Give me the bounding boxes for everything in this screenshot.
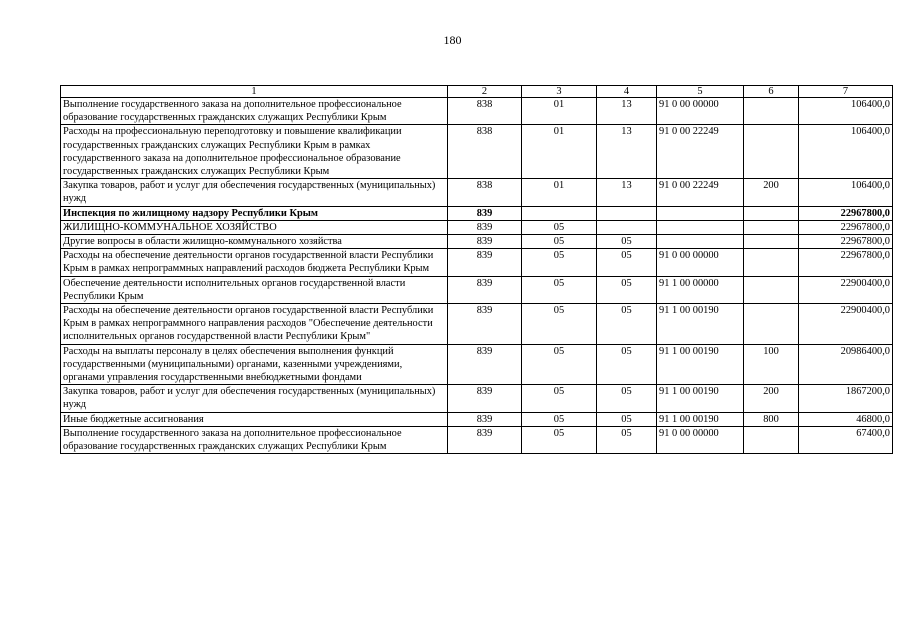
row-section: 05	[522, 249, 597, 276]
row-subsection	[597, 206, 657, 220]
row-target-article: 91 0 00 00000	[657, 98, 744, 125]
row-amount: 106400,0	[799, 98, 893, 125]
row-expense-type	[744, 249, 799, 276]
row-target-article: 91 0 00 22249	[657, 179, 744, 206]
row-name: ЖИЛИЩНО-КОММУНАЛЬНОЕ ХОЗЯЙСТВО	[61, 220, 448, 234]
column-header-4: 4	[597, 86, 657, 98]
row-section	[522, 206, 597, 220]
table-row	[61, 426, 893, 453]
row-name: Расходы на обеспечение деятельности органов государственной власти Республики Крым в рамках непрограммного направления расходов "Обеспечение деятельности исполнительных органов государственной власти Республики Крым"	[61, 304, 448, 345]
row-expense-type	[744, 426, 799, 453]
table-header-row	[61, 86, 893, 98]
row-department-code: 839	[448, 344, 522, 385]
table-row	[61, 179, 893, 206]
row-target-article	[657, 206, 744, 220]
row-subsection: 05	[597, 344, 657, 385]
row-expense-type	[744, 235, 799, 249]
page-number: 180	[443, 33, 462, 47]
row-department-code: 838	[448, 125, 522, 179]
row-department-code: 839	[448, 412, 522, 426]
row-department-code: 839	[448, 249, 522, 276]
row-section: 05	[522, 235, 597, 249]
row-name: Закупка товаров, работ и услуг для обеспечения государственных (муниципальных) нужд	[61, 385, 448, 412]
column-header-3: 3	[522, 86, 597, 98]
row-subsection: 05	[597, 426, 657, 453]
row-expense-type: 200	[744, 385, 799, 412]
table-row	[61, 385, 893, 412]
row-amount: 20986400,0	[799, 344, 893, 385]
row-target-article	[657, 220, 744, 234]
row-expense-type: 100	[744, 344, 799, 385]
row-expense-type	[744, 206, 799, 220]
row-name: Закупка товаров, работ и услуг для обеспечения государственных (муниципальных) нужд	[61, 179, 448, 206]
table-row	[61, 125, 893, 179]
row-name: Расходы на выплаты персоналу в целях обеспечения выполнения функций государственными (муниципальными) органами, казенными учреждениями, органами управления государственными внебюджетными фондами	[61, 344, 448, 385]
table-row	[61, 276, 893, 303]
row-department-code: 839	[448, 206, 522, 220]
row-department-code: 838	[448, 179, 522, 206]
table-row	[61, 98, 893, 125]
row-section: 05	[522, 220, 597, 234]
row-amount: 22967800,0	[799, 206, 893, 220]
row-subsection: 05	[597, 385, 657, 412]
row-expense-type	[744, 304, 799, 345]
row-subsection: 13	[597, 125, 657, 179]
row-subsection: 05	[597, 412, 657, 426]
row-target-article: 91 1 00 00190	[657, 385, 744, 412]
row-target-article: 91 1 00 00000	[657, 276, 744, 303]
table-row	[61, 220, 893, 234]
row-target-article: 91 1 00 00190	[657, 304, 744, 345]
budget-table	[60, 85, 893, 454]
row-section: 01	[522, 98, 597, 125]
row-amount: 67400,0	[799, 426, 893, 453]
row-name: Расходы на профессиональную переподготовку и повышение квалификации государственных гражданских служащих Республики Крым в рамках государственного заказа на дополнительное профессиональное образование государственных гражданских служащих Республики Крым	[61, 125, 448, 179]
row-department-code: 839	[448, 276, 522, 303]
table-row	[61, 412, 893, 426]
row-department-code: 839	[448, 385, 522, 412]
row-amount: 22900400,0	[799, 304, 893, 345]
row-department-code: 839	[448, 235, 522, 249]
row-section: 01	[522, 125, 597, 179]
row-expense-type	[744, 220, 799, 234]
row-target-article: 91 1 00 00190	[657, 344, 744, 385]
row-name: Расходы на обеспечение деятельности органов государственной власти Республики Крым в рамках непрограммных направлений расходов бюджета Республики Крым	[61, 249, 448, 276]
row-target-article: 91 0 00 00000	[657, 249, 744, 276]
row-name: Выполнение государственного заказа на дополнительное профессиональное образование государственных гражданских служащих Республики Крым	[61, 98, 448, 125]
row-section: 05	[522, 412, 597, 426]
row-section: 05	[522, 276, 597, 303]
row-expense-type: 200	[744, 179, 799, 206]
row-amount: 22900400,0	[799, 276, 893, 303]
table-row	[61, 304, 893, 345]
row-section: 05	[522, 426, 597, 453]
row-amount: 1867200,0	[799, 385, 893, 412]
column-header-2: 2	[448, 86, 522, 98]
row-amount: 22967800,0	[799, 235, 893, 249]
table-row	[61, 235, 893, 249]
row-name: Другие вопросы в области жилищно-коммунального хозяйства	[61, 235, 448, 249]
row-department-code: 839	[448, 426, 522, 453]
row-name: Инспекция по жилищному надзору Республики Крым	[61, 206, 448, 220]
table-row	[61, 344, 893, 385]
row-section: 05	[522, 344, 597, 385]
row-amount: 106400,0	[799, 125, 893, 179]
row-target-article	[657, 235, 744, 249]
row-subsection: 05	[597, 276, 657, 303]
column-header-6: 6	[744, 86, 799, 98]
row-name: Иные бюджетные ассигнования	[61, 412, 448, 426]
row-subsection: 13	[597, 179, 657, 206]
row-subsection: 05	[597, 304, 657, 345]
row-expense-type	[744, 98, 799, 125]
row-target-article: 91 0 00 00000	[657, 426, 744, 453]
row-subsection: 13	[597, 98, 657, 125]
row-subsection	[597, 220, 657, 234]
row-subsection: 05	[597, 235, 657, 249]
row-department-code: 839	[448, 220, 522, 234]
row-amount: 22967800,0	[799, 249, 893, 276]
row-name: Обеспечение деятельности исполнительных органов государственной власти Республики Крым	[61, 276, 448, 303]
row-amount: 106400,0	[799, 179, 893, 206]
row-amount: 22967800,0	[799, 220, 893, 234]
row-target-article: 91 0 00 22249	[657, 125, 744, 179]
column-header-7: 7	[799, 86, 893, 98]
table-row	[61, 249, 893, 276]
row-department-code: 838	[448, 98, 522, 125]
row-subsection: 05	[597, 249, 657, 276]
row-target-article: 91 1 00 00190	[657, 412, 744, 426]
row-expense-type: 800	[744, 412, 799, 426]
table-row	[61, 206, 893, 220]
row-section: 05	[522, 304, 597, 345]
row-name: Выполнение государственного заказа на дополнительное профессиональное образование государственных гражданских служащих Республики Крым	[61, 426, 448, 453]
column-header-1: 1	[61, 86, 448, 98]
column-header-5: 5	[657, 86, 744, 98]
row-section: 05	[522, 385, 597, 412]
row-expense-type	[744, 125, 799, 179]
row-department-code: 839	[448, 304, 522, 345]
row-amount: 46800,0	[799, 412, 893, 426]
row-expense-type	[744, 276, 799, 303]
row-section: 01	[522, 179, 597, 206]
